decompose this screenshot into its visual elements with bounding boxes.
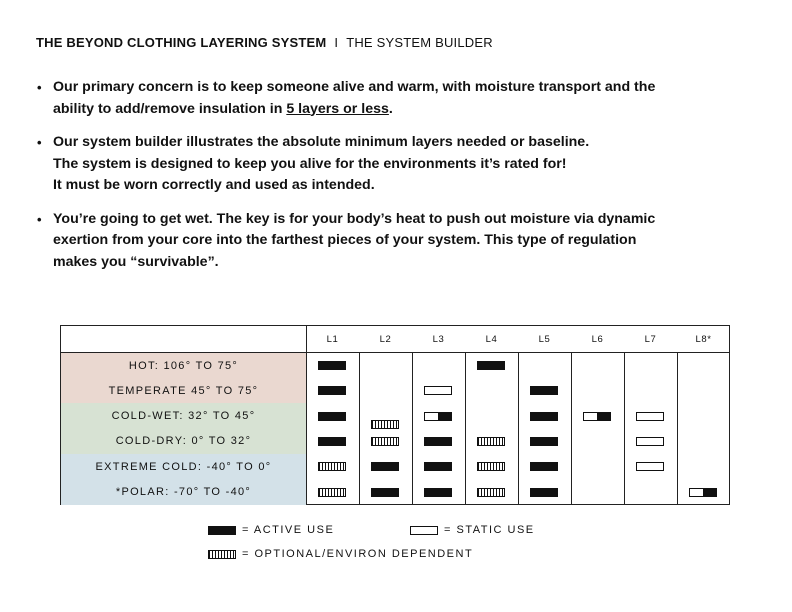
table-divider-col bbox=[624, 353, 625, 504]
bullet-1-line-1: • Our primary concern is to keep someone alive and warm, with moisture transport and the bbox=[53, 79, 656, 95]
table-divider-col bbox=[412, 353, 413, 504]
table-divider-label bbox=[306, 326, 307, 504]
bullet-2 bbox=[36, 132, 766, 197]
bullet-2-line-1: • Our system builder illustrates the absolute minimum layers needed or baseline. bbox=[53, 134, 590, 150]
layer-mark-optional bbox=[477, 437, 505, 446]
bullet-1 bbox=[36, 77, 766, 120]
layer-mark-active bbox=[318, 386, 346, 395]
column-header-l5: L5 bbox=[538, 334, 551, 345]
layer-mark-optional bbox=[477, 462, 505, 471]
layer-mark-optional bbox=[318, 488, 346, 497]
layer-mark-static bbox=[424, 386, 452, 395]
legend-active-label: = ACTIVE USE bbox=[242, 524, 335, 536]
bullet-list bbox=[36, 77, 766, 285]
layer-mark-optional bbox=[318, 462, 346, 471]
column-header-l1: L1 bbox=[326, 334, 339, 345]
layer-mark-active bbox=[530, 488, 558, 497]
row-label: *POLAR: -70° TO -40° bbox=[115, 486, 252, 498]
bullet-2-line-3: It must be worn correctly and used as intended. bbox=[53, 177, 375, 193]
bullet-3 bbox=[36, 209, 766, 274]
bullet-3-line-2: exertion from your core into the farthest pieces of your system. This type of regulation bbox=[53, 232, 637, 248]
layer-mark-active bbox=[530, 462, 558, 471]
legend-static-swatch bbox=[410, 526, 438, 535]
title-main: THE BEYOND CLOTHING LAYERING SYSTEM bbox=[36, 35, 327, 50]
layer-mark-active bbox=[530, 437, 558, 446]
layering-table bbox=[60, 325, 730, 505]
column-header-l8-star: L8* bbox=[695, 334, 712, 345]
underlined-text: 5 layers or less bbox=[286, 100, 389, 117]
column-header-l6: L6 bbox=[591, 334, 604, 345]
column-header-l7: L7 bbox=[644, 334, 657, 345]
page-title bbox=[36, 35, 493, 50]
layer-mark-active bbox=[371, 488, 399, 497]
layer-mark-static bbox=[636, 412, 664, 421]
legend-static-label: = STATIC USE bbox=[444, 524, 535, 536]
layer-mark-active bbox=[477, 361, 505, 370]
column-header-l4: L4 bbox=[485, 334, 498, 345]
legend-optional-label: = OPTIONAL/ENVIRON DEPENDENT bbox=[242, 548, 474, 560]
legend-optional-swatch bbox=[208, 550, 236, 559]
layer-mark-active bbox=[318, 412, 346, 421]
column-header-l2: L2 bbox=[379, 334, 392, 345]
layer-mark-optional bbox=[371, 420, 399, 429]
layer-mark-half bbox=[689, 488, 717, 497]
legend-active-swatch bbox=[208, 526, 236, 535]
layer-mark-active bbox=[530, 386, 558, 395]
legend-optional bbox=[208, 548, 473, 560]
title-subtitle: THE SYSTEM BUILDER bbox=[346, 35, 493, 50]
layer-mark-active bbox=[424, 462, 452, 471]
bullet-1-tail: . bbox=[388, 100, 393, 117]
table-divider-col bbox=[359, 353, 360, 504]
legend-static bbox=[410, 524, 535, 536]
row-label: COLD-WET: 32° TO 45° bbox=[111, 410, 256, 423]
table-divider-col bbox=[518, 353, 519, 504]
layer-mark-static bbox=[636, 462, 664, 471]
layer-mark-optional bbox=[477, 488, 505, 497]
title-separator: I bbox=[334, 35, 339, 50]
row-label: TEMPERATE 45° TO 75° bbox=[108, 384, 259, 397]
row-label: COLD-DRY: 0° TO 32° bbox=[115, 435, 252, 448]
layer-mark-half bbox=[583, 412, 611, 421]
layer-mark-static bbox=[636, 437, 664, 446]
column-header-l3: L3 bbox=[432, 334, 445, 345]
bullet-3-line-3: makes you “survivable”. bbox=[53, 253, 219, 270]
layer-mark-active bbox=[318, 437, 346, 446]
layer-mark-optional bbox=[371, 437, 399, 446]
layer-mark-half bbox=[424, 412, 452, 421]
layer-mark-active bbox=[424, 488, 452, 497]
layer-mark-active bbox=[318, 361, 346, 370]
bullet-1-line-2-text: ability to add/remove insulation in bbox=[53, 100, 287, 117]
bullet-1-line-2 bbox=[53, 99, 766, 121]
layer-mark-active bbox=[424, 437, 452, 446]
row-label: EXTREME COLD: -40° TO 0° bbox=[95, 460, 272, 473]
table-divider-col bbox=[465, 353, 466, 504]
bullet-3-line-1: • You’re going to get wet. The key is for your body’s heat to push out moisture via dynamic bbox=[53, 210, 656, 227]
layer-mark-active bbox=[371, 462, 399, 471]
table-divider-col bbox=[571, 353, 572, 504]
layer-mark-active bbox=[530, 412, 558, 421]
bullet-2-line-2: The system is designed to keep you alive for the environments it’s rated for! bbox=[53, 155, 567, 172]
legend-active bbox=[208, 524, 334, 536]
row-label: HOT: 106° TO 75° bbox=[128, 359, 239, 372]
table-divider-col bbox=[677, 353, 678, 504]
